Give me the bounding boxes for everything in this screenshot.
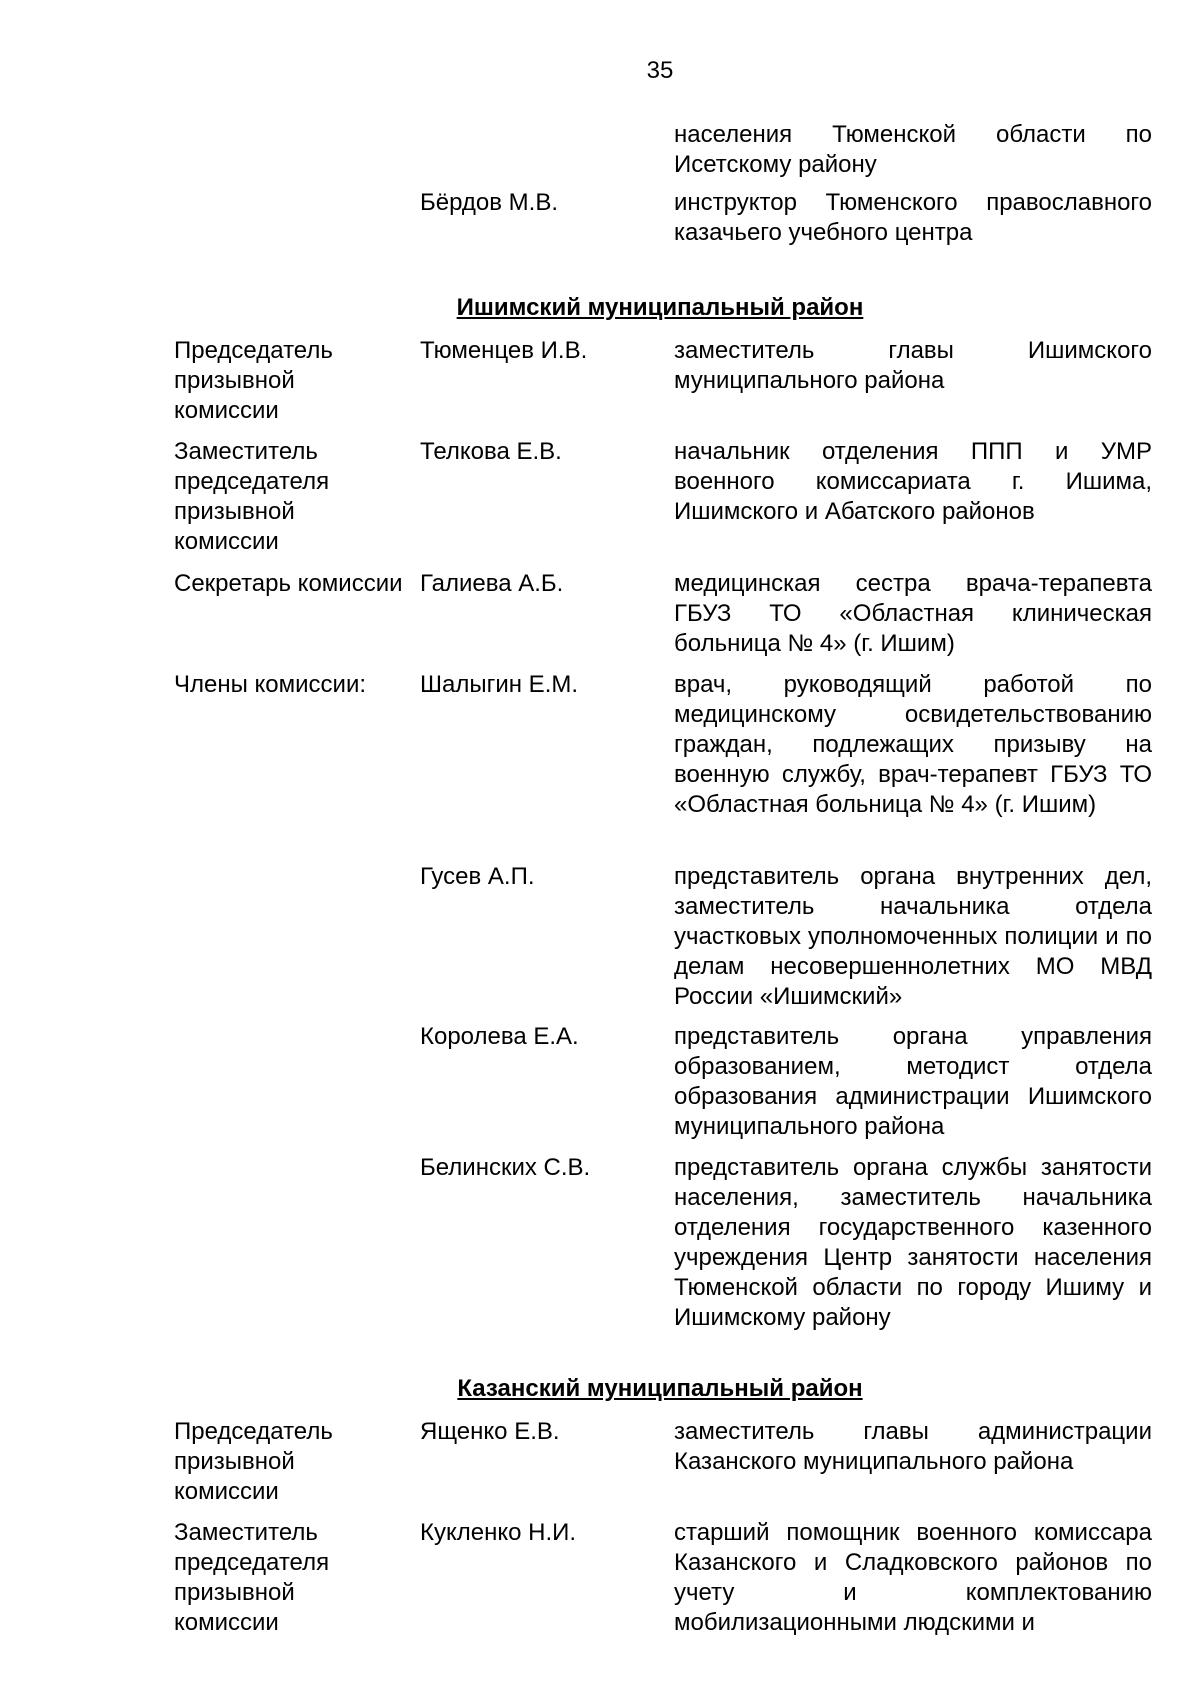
row-description: представитель органа управления образованием, методист отдела образования администрации Ишимского муниципального района [674, 1023, 1152, 1140]
row-role: Заместитель председателя призывной комиссии [174, 1519, 330, 1636]
page-number: 35 [646, 57, 674, 84]
row-name: Ященко Е.В. [420, 1418, 560, 1445]
table-row [0, 188, 1200, 278]
row-role: Члены комиссии: [174, 671, 367, 698]
row-role: Секретарь комиссии [174, 570, 403, 597]
row-name: Королева Е.А. [420, 1023, 579, 1050]
section-title-ishim: Ишимский муниципальный район [456, 294, 864, 321]
row-description: представитель органа службы занятости населения, заместитель начальника отделения государственного казенного учреждения Центр занятости населения Тюменской области по городу Ишиму и Ишимскому району [674, 1154, 1152, 1331]
top-rows-2 [0, 188, 1200, 278]
row-name: Телкова Е.В. [420, 438, 562, 465]
table-row [0, 120, 1200, 180]
row-name: Белинских С.В. [420, 1154, 591, 1181]
row-role: Заместитель председателя призывной комиссии [174, 438, 330, 555]
row-name: Кукленко Н.И. [420, 1519, 577, 1546]
row-name: Бёрдов М.В. [420, 189, 558, 216]
top-rows [0, 120, 1200, 180]
row-description: врач, руководящий работой по медицинскому освидетельствованию граждан, подлежащих призыву на военную службу, врач-терапевт ГБУЗ ТО «Областная больница № 4» (г. Ишим) [674, 671, 1152, 818]
row-description: заместитель главы Ишимского муниципального района [674, 337, 1152, 394]
section-title-kazan: Казанский муниципальный район [457, 1375, 863, 1402]
row-name: Шалыгин Е.М. [420, 671, 579, 698]
row-description: населения Тюменской области по Исетскому району [674, 121, 1152, 178]
row-description: медицинская сестра врача-терапевта ГБУЗ ТО «Областная клиническая больница № 4» (г. Ишим) [674, 570, 1152, 657]
row-description: представитель органа внутренних дел, заместитель начальника отдела участковых уполномоченных полиции и по делам несовершеннолетних МО МВД России «Ишимский» [674, 863, 1152, 1010]
row-description: заместитель главы администрации Казанского муниципального района [674, 1418, 1152, 1475]
row-name: Тюменцев И.В. [420, 337, 588, 364]
row-name: Гусев А.П. [420, 863, 535, 890]
row-description: старший помощник военного комиссара Казанского и Сладковского районов по учету и комплектованию мобилизационными людскими и [674, 1519, 1152, 1636]
row-role: Председатель призывной комиссии [174, 337, 333, 424]
row-name: Галиева А.Б. [420, 570, 564, 597]
row-description: инструктор Тюменского православного казачьего учебного центра [674, 189, 1152, 246]
row-role: Председатель призывной комиссии [174, 1418, 333, 1505]
row-description: начальник отделения ППП и УМР военного комиссариата г. Ишима, Ишимского и Абатского районов [674, 438, 1152, 525]
